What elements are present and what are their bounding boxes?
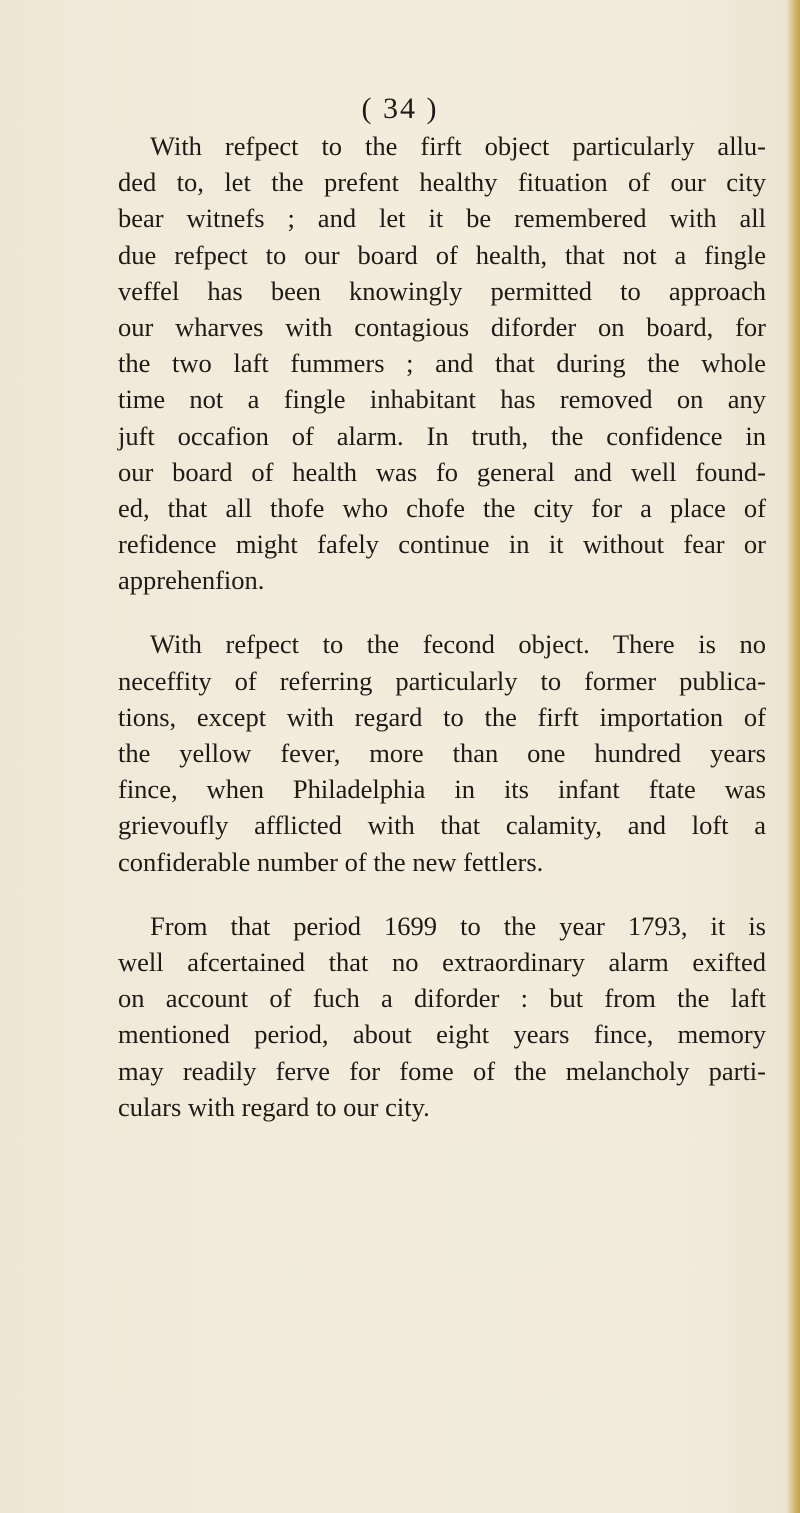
text-line: our board of health was fo general and well found-	[118, 456, 766, 487]
text-line: tions, except with regard to the firft importation of	[118, 701, 766, 732]
text-line: ded to, let the prefent healthy fituation of our city	[118, 167, 766, 198]
text-line: grievoufly afflicted with that calamity, and loft a	[118, 810, 766, 841]
page-edge	[786, 0, 800, 1513]
text-line: apprehenfion.	[118, 565, 265, 596]
text-line: fince, when Philadelphia in its infant ftate was	[118, 774, 766, 805]
text-line: ed, that all thofe who chofe the city for a place of	[118, 492, 766, 523]
text-line: From that period 1699 to the year 1793, it is	[150, 910, 766, 941]
text-line: culars with regard to our city.	[118, 1091, 430, 1122]
text-line: refidence might fafely continue in it without fear or	[118, 529, 766, 560]
text-line: With refpect to the fecond object. There is no	[150, 629, 766, 660]
text-line: juft occafion of alarm. In truth, the confidence in	[118, 420, 766, 451]
text-line: neceffity of referring particularly to former publica-	[118, 665, 766, 696]
paragraph-2	[118, 626, 766, 879]
text-line: the yellow fever, more than one hundred years	[118, 738, 766, 768]
text-line: may readily ferve for fome of the melancholy parti-	[118, 1055, 766, 1086]
text-line: confiderable number of the new fettlers.	[118, 846, 544, 877]
text-line: time not a fingle inhabitant has removed on any	[118, 384, 766, 415]
text-line: our wharves with contagious diforder on board, for	[118, 311, 766, 342]
text-line: With refpect to the firft object particularly allu-	[150, 131, 766, 161]
page-number: ( 34 )	[361, 92, 439, 125]
text-line: well afcertained that no extraordinary alarm exifted	[118, 946, 766, 977]
paragraph-3	[118, 908, 766, 1125]
text-line: veffel has been knowingly permitted to approach	[118, 275, 766, 306]
text-line: mentioned period, about eight years fince, memory	[118, 1019, 766, 1050]
text-line: due refpect to our board of health, that not a fingle	[118, 239, 766, 270]
text-line: the two laft fummers ; and that during the whole	[118, 348, 766, 379]
page-body	[118, 128, 766, 1153]
text-line: bear witnefs ; and let it be remembered with all	[118, 203, 766, 234]
paragraph-1	[118, 128, 766, 598]
text-line: on account of fuch a diforder : but from the laft	[118, 983, 766, 1014]
